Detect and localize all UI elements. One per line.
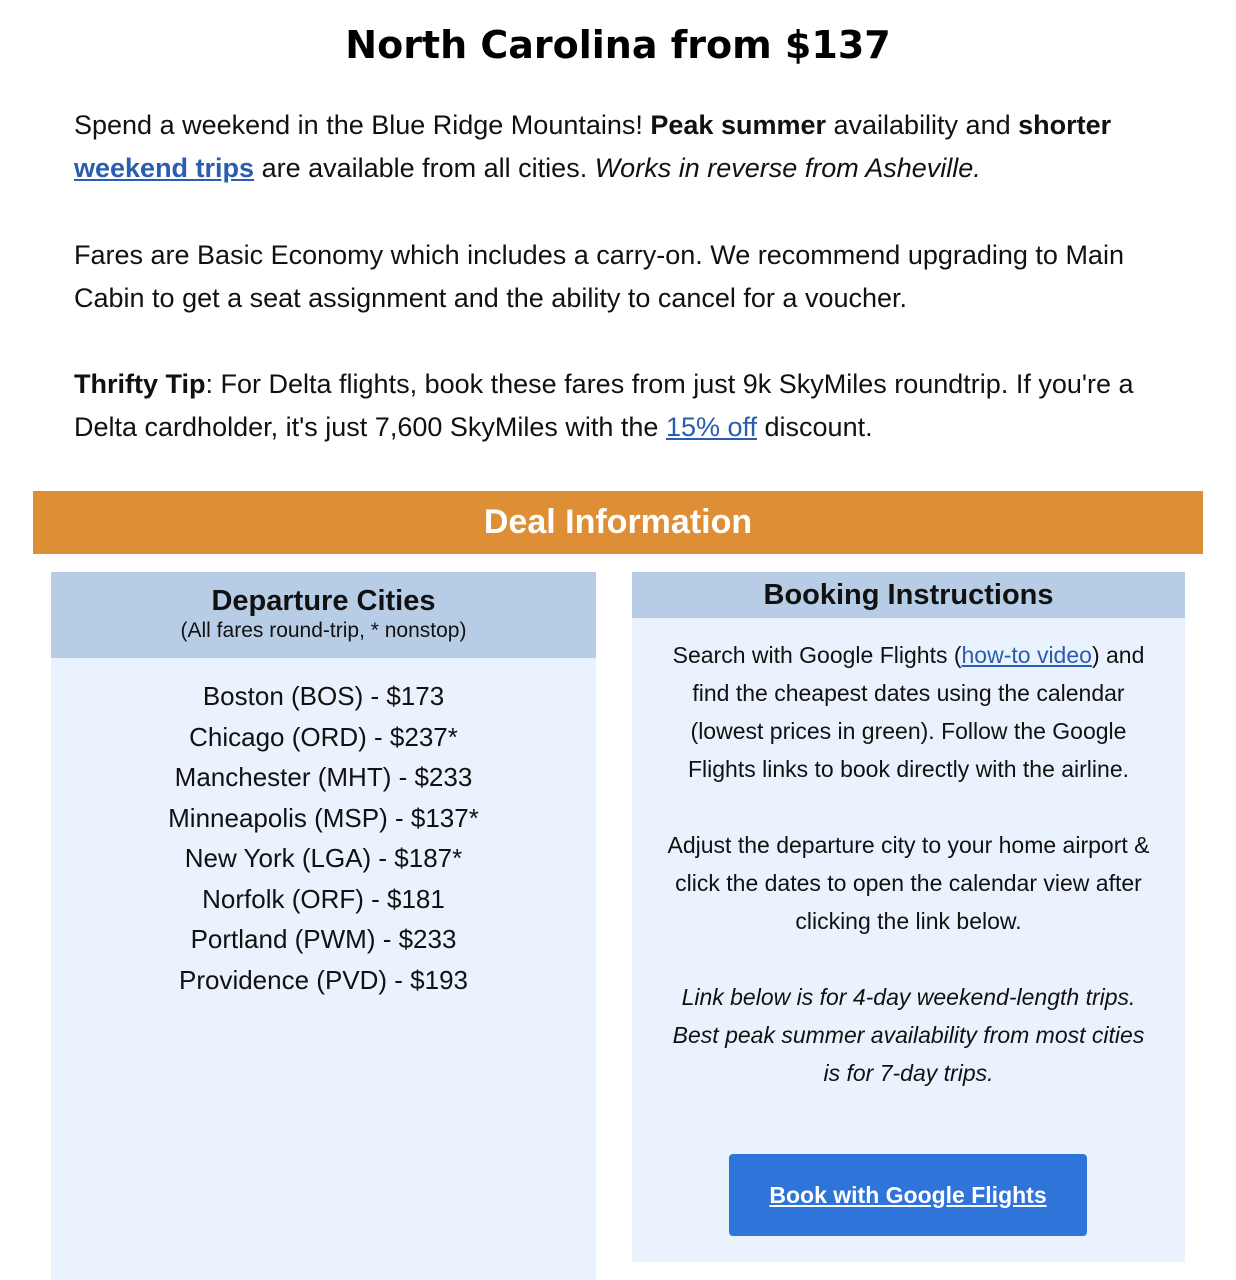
search-instructions-text: Search with Google Flights ( bbox=[672, 642, 962, 668]
deal-headline: North Carolina from $137 bbox=[345, 23, 891, 67]
thrifty-tip-label: Thrifty Tip bbox=[74, 369, 206, 399]
booking-instructions-panel bbox=[632, 572, 1185, 1262]
departure-cities-title: Departure Cities bbox=[211, 585, 436, 617]
city-fare-item: Portland (PWM) - $233 bbox=[190, 924, 457, 954]
fare-class-paragraph: Fares are Basic Economy which includes a carry-on. We recommend upgrading to Main Cabin to get a seat assignment and the ability to cancel for a voucher. bbox=[74, 240, 1124, 313]
intro-text: are available from all cities. bbox=[254, 153, 595, 183]
book-with-google-flights-button[interactable]: Book with Google Flights bbox=[729, 1154, 1087, 1236]
city-fare-item: Manchester (MHT) - $233 bbox=[174, 762, 473, 792]
intro-text: availability and bbox=[826, 110, 1019, 140]
departure-cities-panel bbox=[51, 572, 596, 1280]
thrifty-tip-paragraph bbox=[74, 363, 1174, 449]
peak-summer-emphasis: Peak summer bbox=[650, 110, 826, 140]
deal-information-banner bbox=[33, 491, 1203, 554]
intro-text: Spend a weekend in the Blue Ridge Mountains! bbox=[74, 110, 651, 140]
intro-paragraph bbox=[74, 104, 1174, 190]
search-instructions-text: ) and find the cheapest dates using the calendar (lowest prices in green). Follow the Google Flights links to book directly with the airline. bbox=[687, 642, 1145, 782]
search-instructions bbox=[662, 636, 1155, 788]
deal-information-title: Deal Information bbox=[483, 503, 753, 541]
city-fare-item: Providence (PVD) - $193 bbox=[178, 964, 469, 995]
shorter-emphasis: shorter bbox=[1018, 110, 1112, 140]
departure-cities-header bbox=[51, 572, 596, 658]
departure-cities-subtitle: (All fares round-trip, * nonstop) bbox=[180, 619, 467, 642]
city-fare-item: Minneapolis (MSP) - $137* bbox=[168, 802, 479, 833]
city-fare-item: Boston (BOS) - $173 bbox=[202, 681, 445, 711]
booking-instructions-title: Booking Instructions bbox=[763, 579, 1054, 611]
reverse-note: Works in reverse from Asheville. bbox=[594, 153, 981, 183]
city-fare-item: Chicago (ORD) - $237* bbox=[189, 721, 458, 752]
adjust-city-instructions: Adjust the departure city to your home airport & click the dates to open the calendar view after clicking the link below. bbox=[667, 832, 1150, 934]
booking-instructions-header bbox=[632, 572, 1185, 618]
thrifty-tip-text: : For Delta flights, book these fares from just 9k SkyMiles roundtrip. If you're a Delta cardholder, it's just 7,600 SkyMiles with the bbox=[74, 369, 1134, 442]
city-fare-item: New York (LGA) - $187* bbox=[184, 843, 463, 873]
discount-link[interactable]: 15% off bbox=[665, 412, 758, 442]
weekend-trips-link[interactable]: weekend trips bbox=[74, 153, 255, 183]
city-fare-list bbox=[51, 658, 596, 1000]
booking-instructions-body bbox=[632, 618, 1185, 1092]
city-fare-item: Norfolk (ORF) - $181 bbox=[202, 883, 445, 914]
trip-length-note: Link below is for 4-day weekend-length trips. Best peak summer availability from most cities is for 7-day trips. bbox=[672, 984, 1145, 1086]
how-to-video-link[interactable]: how-to video bbox=[961, 642, 1092, 668]
thrifty-tip-text: discount. bbox=[757, 412, 873, 442]
